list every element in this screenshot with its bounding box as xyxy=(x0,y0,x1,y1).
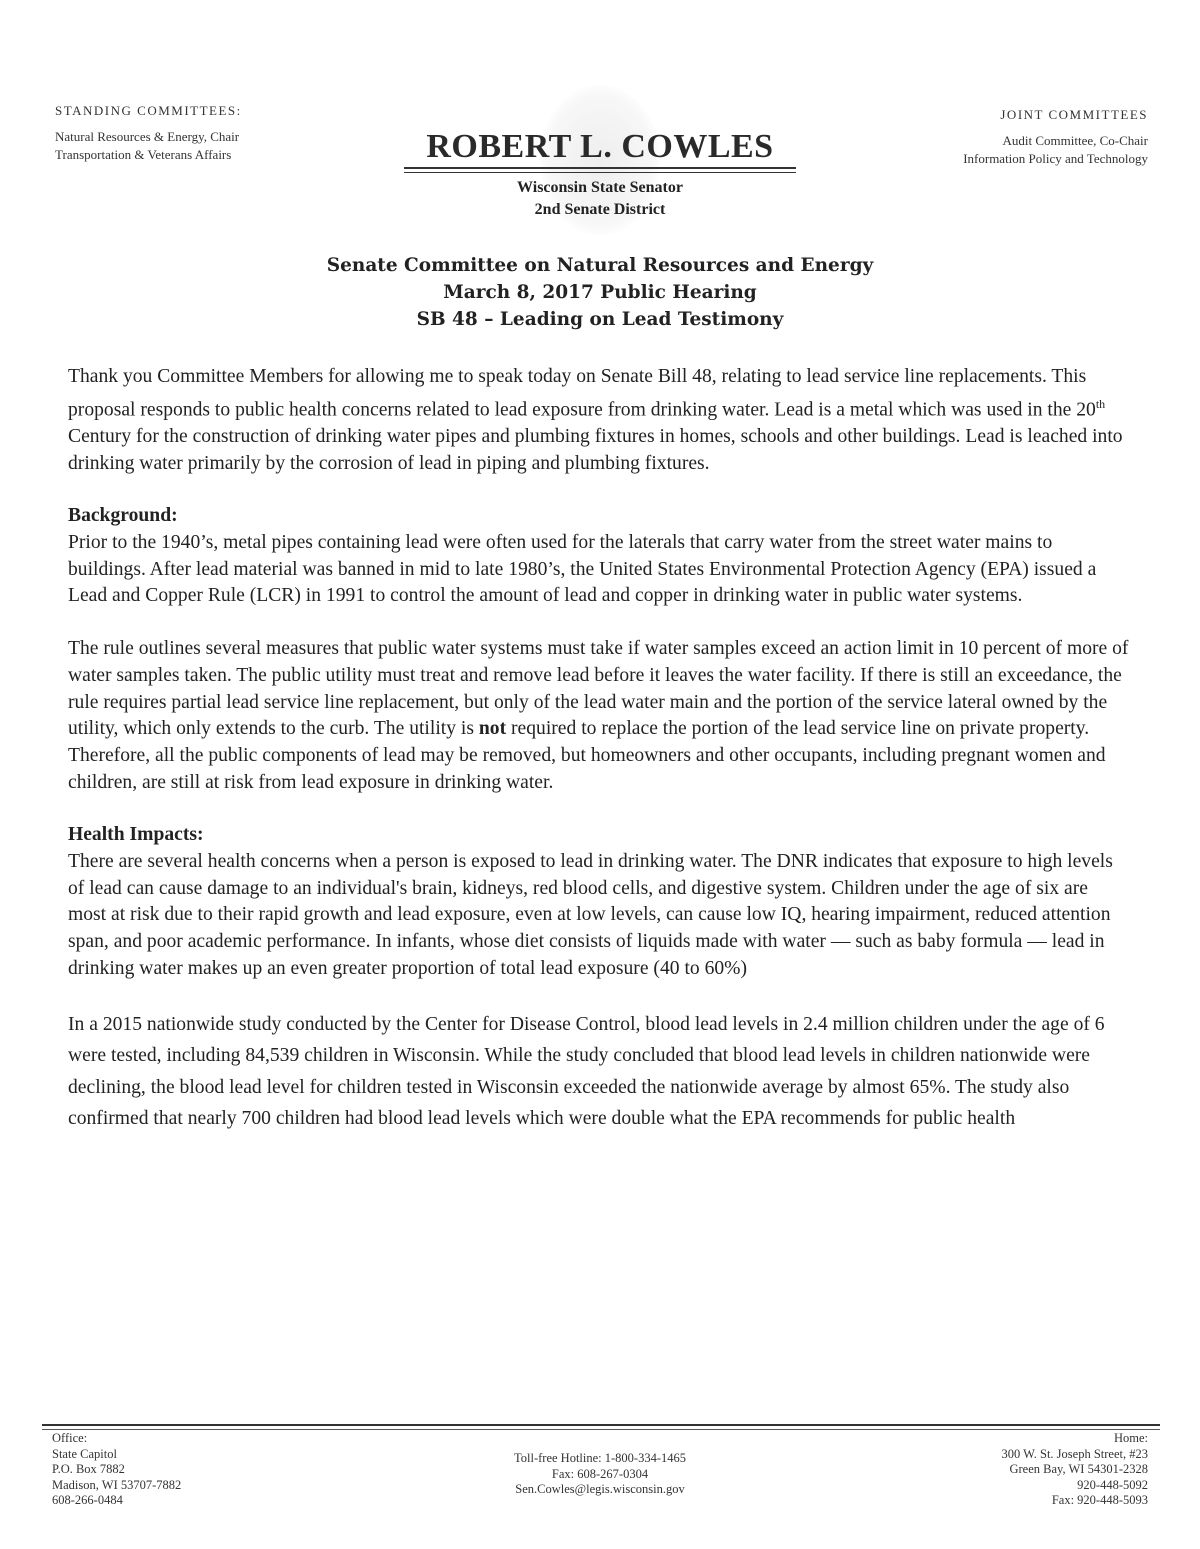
phone: 608-266-0484 xyxy=(52,1493,123,1507)
bill-title: SB 48 – Leading on Lead Testimony xyxy=(416,309,784,330)
footer-rule xyxy=(42,1429,1160,1430)
home-label: Home: xyxy=(1113,1431,1148,1445)
footer-rule xyxy=(42,1424,1160,1426)
background-heading: Background: xyxy=(68,505,178,527)
health-heading: Health Impacts: xyxy=(68,824,204,846)
rule-text: required to replace the portion of the lead service line on private property. Therefore, all the public components of lead may be removed, but homeowners and other occupants, including pregnant women and children, are still at risk from lead exposure in drinking water. xyxy=(68,718,1106,793)
standing-committee: Natural Resources & Energy, Chair xyxy=(55,129,240,144)
study-paragraph: In a 2015 nationwide study conducted by the Center for Disease Control, blood lead levels in 2.4 million children under the age of 6 were tested, including 84,539 children in Wisconsin. While the study concluded that blood lead levels in children nationwide were declining, the blood lead level for children tested in Wisconsin exceeded the nationwide average by almost 65%. The study also confirmed that nearly 700 children had blood lead levels which were double what the EPA recommends for public health xyxy=(68,1013,1105,1130)
address-line: Madison, WI 53707-7882 xyxy=(52,1477,182,1492)
hearing-date: March 8, 2017 Public Hearing xyxy=(443,282,757,303)
email-link[interactable]: Sen.Cowles@legis.wisconsin.gov xyxy=(515,1482,685,1496)
superscript: th xyxy=(1095,396,1106,411)
header-rule xyxy=(404,172,796,173)
phone: 920-448-5092 xyxy=(1077,1477,1148,1492)
address-line: Green Bay, WI 54301-2328 xyxy=(1009,1462,1148,1476)
rule-text: The rule outlines several measures that public water systems must take if water samples exceed an action limit in 10 percent of more of water samples taken. The public utility must treat and remove lead before it leaves the water facility. If there is still an exceedance, the rule requires partial lead service line replacement, but only of the lead water main and the portion of the service lateral owned by the utility, which only extends to the curb. The utility is xyxy=(68,638,1129,740)
document-title xyxy=(200,252,1000,333)
fax: Fax: 608-267-0304 xyxy=(551,1466,649,1481)
address-line: State Capitol xyxy=(52,1446,117,1461)
office-address xyxy=(52,1431,181,1509)
hotline: Toll-free Hotline: 1-800-334-1465 xyxy=(514,1451,686,1465)
emphasis: not xyxy=(478,718,507,740)
senator-subtitle xyxy=(404,177,796,221)
contact-info xyxy=(400,1451,800,1498)
standing-committees-label: STANDING COMMITTEES: xyxy=(55,103,242,118)
home-address xyxy=(1001,1431,1148,1509)
rule-paragraph xyxy=(68,636,1130,796)
senate-district: 2nd Senate District xyxy=(534,201,666,218)
intro-paragraph xyxy=(68,364,1130,477)
testimony-body xyxy=(68,364,1130,1161)
joint-committees xyxy=(963,106,1148,168)
intro-text: Thank you Committee Members for allowing me to speak today on Senate Bill 48, relating to lead service line replacements. This proposal responds to public health concerns related to lead exposure from drinking water. Lead is a metal which was used in the 20 xyxy=(68,366,1096,421)
background-paragraph: Prior to the 1940’s, metal pipes containing lead were often used for the laterals that carry water from the street water mains to buildings. After lead material was banned in mid to late 1980’s, the United States Environmental Protection Agency (EPA) issued a Lead and Copper Rule (LCR) in 1991 to control the amount of lead and copper in drinking water in public water systems. xyxy=(68,532,1097,607)
header-rule xyxy=(404,167,796,169)
fax: Fax: 920-448-5093 xyxy=(1051,1493,1148,1507)
address-line: P.O. Box 7882 xyxy=(52,1462,125,1476)
joint-committee: Information Policy and Technology xyxy=(963,151,1148,166)
senator-name: ROBERT L. COWLES xyxy=(426,128,774,165)
standing-committees xyxy=(55,102,242,164)
joint-committee: Audit Committee, Co-Chair xyxy=(1002,133,1148,148)
senator-title: Wisconsin State Senator xyxy=(517,179,683,196)
address-line: 300 W. St. Joseph Street, #23 xyxy=(1001,1446,1148,1461)
standing-committee: Transportation & Veterans Affairs xyxy=(55,147,232,162)
intro-text: Century for the construction of drinking water pipes and plumbing fixtures in homes, schools and other buildings. Lead is leached into drinking water primarily by the corrosion of lead in piping and plumbing fixtures. xyxy=(68,425,1123,474)
committee-title: Senate Committee on Natural Resources and Energy xyxy=(326,255,874,276)
office-label: Office: xyxy=(52,1431,88,1445)
joint-committees-label: JOINT COMMITTEES xyxy=(1000,107,1148,122)
health-paragraph: There are several health concerns when a person is exposed to lead in drinking water. The DNR indicates that exposure to high levels of lead can cause damage to an individual's brain, kidneys, red blood cells, and digestive system. Children under the age of six are most at risk due to their rapid growth and lead exposure, even at low levels, can cause low IQ, hearing impairment, reduced attention span, and poor academic performance. In infants, whose diet consists of liquids made with water — such as baby formula — lead in drinking water makes up an even greater proportion of total lead exposure (40 to 60%) xyxy=(68,851,1113,979)
